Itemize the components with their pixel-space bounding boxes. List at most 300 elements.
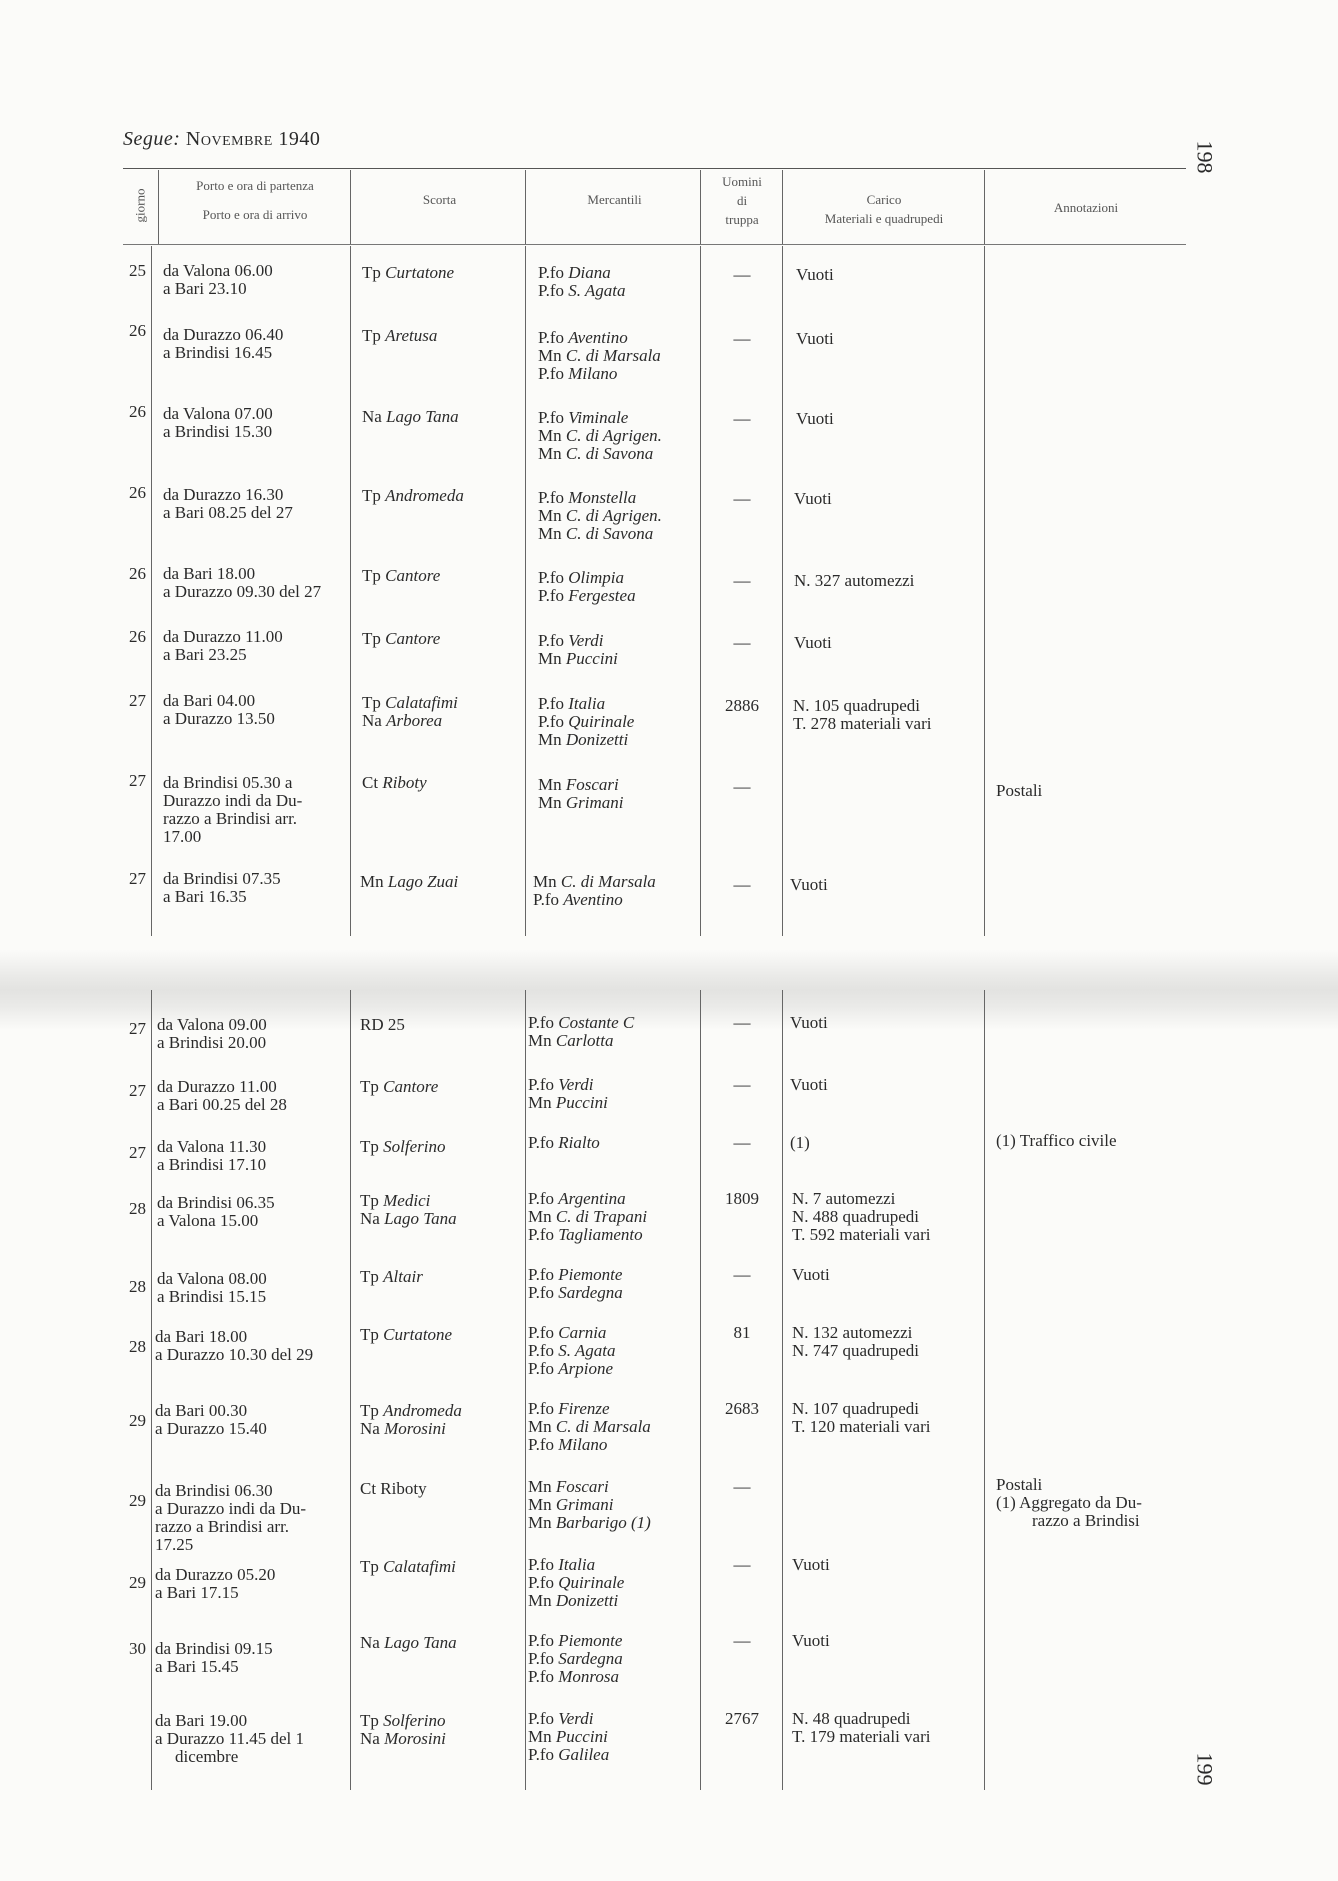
route-line: a Durazzo 13.50: [163, 709, 275, 728]
ship-name: Lago Tana: [384, 1209, 457, 1228]
ship-type: Mn: [538, 426, 566, 445]
escort-line: [362, 774, 427, 792]
ship-type: P.fo: [528, 1573, 559, 1592]
merchant-line: [538, 329, 661, 347]
merchant-line: [538, 569, 636, 587]
row-day: 29: [129, 1491, 146, 1510]
ship-type: Tp: [362, 693, 386, 712]
ship-name: Cantore: [383, 1077, 439, 1096]
merchant-line: [528, 1668, 623, 1686]
ship-type: Mn: [538, 524, 566, 543]
header-carico: [784, 190, 984, 228]
column-rule: [350, 246, 351, 936]
escort-line: [360, 1402, 462, 1420]
row-escort: [360, 1480, 427, 1498]
merchant-line: [528, 1342, 616, 1360]
ship-type: Na: [360, 1729, 385, 1748]
row-route: [163, 565, 348, 601]
ship-type: P.fo: [528, 1745, 559, 1764]
merchant-line: [538, 282, 626, 300]
row-day: 28: [129, 1199, 146, 1218]
row-cargo: [796, 330, 834, 348]
ship-name: Monrosa: [558, 1667, 619, 1686]
ship-type: Tp: [362, 629, 386, 648]
ship-type: Mn: [538, 793, 566, 812]
escort-line: [360, 1420, 462, 1438]
cargo-line: Vuoti: [794, 489, 832, 508]
route-line: a Brindisi 17.10: [157, 1155, 267, 1174]
route-line: dicembre: [175, 1747, 239, 1766]
row-escort: [360, 1016, 405, 1034]
ship-type: Mn: [528, 1477, 556, 1496]
ship-name: Costante C: [558, 1013, 635, 1032]
ship-type: P.fo: [528, 1013, 559, 1032]
merchant-line: [528, 1284, 623, 1302]
ship-type: Tp: [360, 1137, 384, 1156]
page-number-bottom: 199: [1192, 1752, 1218, 1786]
row-escort: [362, 694, 458, 730]
row-escort: [362, 774, 427, 792]
ship-type: Tp: [360, 1267, 384, 1286]
ship-name: Firenze: [558, 1399, 610, 1418]
note-line: Postali: [996, 1475, 1043, 1494]
column-rule: [525, 246, 526, 936]
row-cargo: [792, 1710, 930, 1746]
header-uomini-line3: truppa: [725, 212, 759, 227]
ship-name: Aventino: [563, 890, 623, 909]
ship-name: Monstella: [568, 488, 637, 507]
ship-type: P.fo: [538, 488, 569, 507]
cargo-line: N. 107 quadrupedi: [792, 1399, 920, 1418]
column-rule: [782, 990, 783, 1790]
cargo-line: Vuoti: [794, 633, 832, 652]
header-rule: [700, 170, 701, 244]
route-line: da Durazzo 06.40: [163, 325, 284, 344]
row-cargo: [796, 410, 834, 428]
table-top-rule: [123, 168, 1186, 169]
cargo-line: N. 747 quadrupedi: [792, 1341, 920, 1360]
cargo-line: Vuoti: [792, 1555, 830, 1574]
route-line: a Durazzo 15.40: [155, 1419, 267, 1438]
route-line: da Brindisi 06.35: [157, 1193, 275, 1212]
row-troops: —: [733, 1265, 751, 1284]
ship-type: P.fo: [538, 694, 569, 713]
escort-line: Ct Riboty: [360, 1479, 427, 1498]
merchant-line: [528, 1266, 623, 1284]
cargo-line: N. 48 quadrupedi: [792, 1709, 911, 1728]
escort-line: [360, 1192, 457, 1210]
row-route: [155, 1566, 340, 1602]
row-escort: [360, 1326, 452, 1344]
ship-name: C. di Marsala: [555, 1417, 651, 1436]
merchant-line: [538, 713, 634, 731]
ship-type: Na: [362, 407, 387, 426]
row-troops: —: [733, 489, 751, 508]
merchant-line: [538, 409, 662, 427]
ship-name: Lago Zuai: [387, 872, 459, 891]
header-rule: [984, 170, 985, 244]
route-line: da Brindisi 05.30 a: [163, 773, 293, 792]
ship-name: Solferino: [383, 1711, 446, 1730]
ship-name: C. di Marsala: [560, 872, 656, 891]
row-merchants: [528, 1134, 600, 1152]
ship-type: Mn: [538, 444, 566, 463]
ship-name: Sardegna: [558, 1649, 623, 1668]
ship-name: Arpione: [558, 1359, 614, 1378]
route-line: a Brindisi 15.30: [163, 422, 273, 441]
ship-type: Mn: [528, 1591, 556, 1610]
ship-name: Verdi: [558, 1709, 594, 1728]
row-route: [163, 628, 348, 664]
cargo-line: (1): [790, 1133, 810, 1152]
row-merchants: [528, 1076, 608, 1112]
merchant-line: [528, 1436, 651, 1454]
merchant-line: [528, 1324, 616, 1342]
ship-type: P.fo: [528, 1189, 559, 1208]
route-line: da Valona 08.00: [157, 1269, 267, 1288]
merchant-line: [528, 1574, 624, 1592]
header-uomini: [702, 172, 782, 229]
row-merchants: [538, 329, 661, 383]
route-line: a Bari 16.35: [163, 887, 247, 906]
merchant-line: [528, 1094, 608, 1112]
row-merchants: [528, 1266, 623, 1302]
ship-name: Galilea: [558, 1745, 610, 1764]
merchant-line: [538, 427, 662, 445]
ship-type: Mn: [360, 872, 388, 891]
ship-type: Na: [360, 1419, 385, 1438]
merchant-line: [528, 1478, 651, 1496]
row-merchants: [538, 695, 634, 749]
escort-line: [360, 1730, 446, 1748]
row-troops: 2767: [725, 1709, 759, 1728]
header-rule: [350, 170, 351, 244]
ship-type: Na: [362, 711, 387, 730]
merchant-line: [528, 1190, 647, 1208]
ship-type: P.fo: [528, 1265, 559, 1284]
header-annotazioni: Annotazioni: [1053, 200, 1119, 215]
merchant-line: [528, 1496, 651, 1514]
column-rule: [984, 246, 985, 936]
column-rule: [782, 246, 783, 936]
row-route: [163, 405, 348, 441]
route-line: a Bari 08.25 del 27: [163, 503, 293, 522]
ship-type: P.fo: [538, 408, 569, 427]
header-porto-arrivo: Porto e ora di arrivo: [202, 207, 308, 222]
ship-type: Mn: [538, 506, 566, 525]
ship-name: Medici: [383, 1191, 431, 1210]
row-cargo: [790, 876, 828, 894]
row-escort: [360, 1268, 423, 1286]
row-merchants: [538, 264, 626, 300]
route-line: a Bari 23.25: [163, 645, 247, 664]
ship-name: Carnia: [558, 1323, 607, 1342]
row-route: [157, 1016, 342, 1052]
row-cargo: [793, 697, 931, 733]
route-line: 17.25: [155, 1535, 194, 1554]
column-rule: [151, 990, 152, 1790]
row-route: [163, 326, 348, 362]
merchant-line: [538, 507, 662, 525]
row-merchants: [528, 1190, 647, 1244]
ship-type: P.fo: [538, 364, 569, 383]
row-day: 26: [129, 483, 146, 502]
row-day: 25: [129, 261, 146, 280]
ship-type: P.fo: [528, 1133, 559, 1152]
merchant-line: [538, 731, 634, 749]
cargo-line: Vuoti: [790, 875, 828, 894]
route-line: da Durazzo 16.30: [163, 485, 284, 504]
ship-name: Lago Tana: [386, 407, 459, 426]
ship-name: Sardegna: [558, 1283, 623, 1302]
ship-name: Piemonte: [558, 1265, 623, 1284]
route-line: a Durazzo indi da Du-: [155, 1499, 307, 1518]
row-merchants: [538, 569, 636, 605]
escort-line: [360, 1634, 457, 1652]
ship-name: Argentina: [558, 1189, 626, 1208]
row-route: [163, 486, 348, 522]
ship-type: P.fo: [538, 328, 569, 347]
route-line: 17.00: [163, 827, 202, 846]
row-troops: —: [733, 1075, 751, 1094]
cargo-line: N. 132 automezzi: [792, 1323, 913, 1342]
row-troops: —: [733, 265, 751, 284]
ship-type: Na: [360, 1633, 385, 1652]
ship-type: Tp: [362, 486, 386, 505]
ship-name: Olimpia: [568, 568, 624, 587]
ship-name: Verdi: [558, 1075, 594, 1094]
row-day: 26: [129, 564, 146, 583]
merchant-line: [528, 1632, 623, 1650]
ship-name: Cantore: [385, 629, 441, 648]
route-line: da Brindisi 09.15: [155, 1639, 273, 1658]
header-scorta: Scorta: [422, 192, 457, 207]
column-rule: [151, 246, 152, 936]
escort-line: [362, 264, 454, 282]
cargo-line: T. 179 materiali vari: [792, 1727, 931, 1746]
ship-type: Mn: [528, 1727, 556, 1746]
route-line: a Brindisi 20.00: [157, 1033, 267, 1052]
escort-line: [362, 327, 437, 345]
route-line: a Brindisi 16.45: [163, 343, 273, 362]
row-day: 27: [129, 1143, 146, 1162]
escort-line: [362, 712, 458, 730]
route-line: da Bari 19.00: [155, 1711, 248, 1730]
header-uomini-line1: Uomini: [722, 174, 762, 189]
cargo-line: Vuoti: [796, 409, 834, 428]
merchant-line: [538, 347, 661, 365]
ship-name: Diana: [568, 263, 611, 282]
row-troops: —: [733, 633, 751, 652]
route-line: razzo a Brindisi arr.: [155, 1517, 290, 1536]
ship-name: Altair: [383, 1267, 423, 1286]
ship-name: Fergestea: [568, 586, 636, 605]
cargo-line: T. 120 materiali vari: [792, 1417, 931, 1436]
ship-name: Verdi: [568, 631, 604, 650]
merchant-line: [528, 1514, 651, 1532]
ship-type: P.fo: [538, 631, 569, 650]
row-route: [155, 1328, 340, 1364]
row-escort: [360, 1192, 457, 1228]
route-line: da Bari 18.00: [155, 1327, 248, 1346]
escort-line: [360, 1558, 456, 1576]
row-escort: [360, 1078, 438, 1096]
row-troops: —: [733, 875, 751, 894]
header-mercantili: Mercantili: [587, 192, 642, 207]
cargo-line: Vuoti: [790, 1075, 828, 1094]
merchant-line: [528, 1650, 623, 1668]
ship-type: Mn: [538, 775, 566, 794]
ship-name: Viminale: [568, 408, 629, 427]
ship-name: Foscari: [565, 775, 619, 794]
row-merchants: [538, 409, 662, 463]
escort-line: RD 25: [360, 1015, 405, 1034]
row-route: [155, 1712, 340, 1766]
row-troops: —: [733, 1477, 751, 1496]
merchant-line: [538, 695, 634, 713]
ship-type: Tp: [362, 326, 386, 345]
escort-line: [362, 408, 459, 426]
cargo-line: T. 592 materiali vari: [792, 1225, 931, 1244]
ship-type: P.fo: [528, 1341, 559, 1360]
escort-line: [360, 1326, 452, 1344]
header-bottom-rule: [123, 244, 1186, 245]
header-porto-partenza: Porto e ora di partenza: [196, 178, 314, 193]
escort-line: [360, 873, 458, 891]
cargo-line: Vuoti: [796, 329, 834, 348]
cargo-line: Vuoti: [796, 265, 834, 284]
ship-type: P.fo: [528, 1283, 559, 1302]
row-day: 27: [129, 1019, 146, 1038]
ship-name: Milano: [568, 364, 618, 383]
row-escort: [360, 1138, 445, 1156]
row-notes: [996, 1132, 1117, 1150]
merchant-line: [538, 489, 662, 507]
ship-type: Mn: [528, 1513, 556, 1532]
row-cargo: [792, 1190, 930, 1244]
row-day: 26: [129, 402, 146, 421]
cargo-line: N. 488 quadrupedi: [792, 1207, 920, 1226]
ship-name: C. di Savona: [565, 524, 654, 543]
row-day: 27: [129, 691, 146, 710]
ship-name: Puccini: [555, 1093, 608, 1112]
row-route: [157, 1078, 342, 1114]
merchant-line: [533, 873, 656, 891]
row-cargo: [792, 1400, 930, 1436]
row-route: [157, 1138, 342, 1174]
ship-type: Tp: [360, 1191, 384, 1210]
note-line: (1) Aggregato da Du-: [996, 1493, 1142, 1512]
row-merchants: [528, 1478, 651, 1532]
ship-name: Milano: [558, 1435, 608, 1454]
ship-type: Mn: [528, 1031, 556, 1050]
ship-type: P.fo: [528, 1667, 559, 1686]
row-route: [155, 1640, 340, 1676]
ship-name: Andromeda: [385, 486, 464, 505]
row-escort: [362, 327, 437, 345]
ship-type: P.fo: [538, 281, 569, 300]
row-troops: —: [733, 409, 751, 428]
row-troops: 2683: [725, 1399, 759, 1418]
ship-type: Tp: [360, 1401, 384, 1420]
merchant-line: [538, 445, 662, 463]
row-escort: [360, 873, 458, 891]
route-line: da Durazzo 11.00: [157, 1077, 277, 1096]
merchant-line: [528, 1208, 647, 1226]
route-line: da Durazzo 11.00: [163, 627, 283, 646]
ship-name: Morosini: [384, 1419, 446, 1438]
ship-type: Mn: [538, 346, 566, 365]
header-carico-line1: Carico: [866, 192, 902, 207]
row-escort: [362, 567, 440, 585]
merchant-line: [538, 650, 618, 668]
merchant-line: [538, 587, 636, 605]
merchant-line: [528, 1014, 634, 1032]
row-day: 26: [129, 627, 146, 646]
ship-type: P.fo: [528, 1709, 559, 1728]
ship-type: P.fo: [528, 1399, 559, 1418]
ship-name: Cantore: [385, 566, 441, 585]
merchant-line: [538, 794, 624, 812]
ship-name: Barbarigo (1): [555, 1513, 651, 1532]
ship-type: P.fo: [528, 1075, 559, 1094]
row-cargo: [792, 1556, 830, 1574]
route-line: da Valona 06.00: [163, 261, 273, 280]
row-day: 27: [129, 869, 146, 888]
merchant-line: [528, 1134, 600, 1152]
header-uomini-line2: di: [736, 193, 748, 208]
ship-type: Mn: [528, 1207, 556, 1226]
ship-name: Curtatone: [385, 263, 455, 282]
ship-name: Solferino: [383, 1137, 446, 1156]
row-cargo: [794, 490, 832, 508]
column-rule: [700, 990, 701, 1790]
row-route: [163, 870, 348, 906]
route-line: a Bari 23.10: [163, 279, 247, 298]
ship-name: C. di Marsala: [565, 346, 661, 365]
merchant-line: [538, 632, 618, 650]
ship-name: Foscari: [555, 1477, 609, 1496]
ship-type: P.fo: [538, 263, 569, 282]
ship-name: Curtatone: [383, 1325, 453, 1344]
ship-name: Lago Tana: [384, 1633, 457, 1652]
route-line: da Bari 00.30: [155, 1401, 248, 1420]
ship-type: Tp: [360, 1077, 384, 1096]
ship-type: Ct: [362, 773, 383, 792]
ship-name: Morosini: [384, 1729, 446, 1748]
header-carico-line2: Materiali e quadrupedi: [824, 211, 944, 226]
column-rule: [350, 990, 351, 1790]
row-merchants: [528, 1710, 609, 1764]
route-line: razzo a Brindisi arr.: [163, 809, 298, 828]
ship-name: Rialto: [558, 1133, 600, 1152]
escort-line: [362, 630, 440, 648]
route-line: da Durazzo 05.20: [155, 1565, 276, 1584]
ship-type: Mn: [528, 1093, 556, 1112]
row-escort: [360, 1558, 456, 1576]
ship-name: Grimani: [555, 1495, 614, 1514]
row-day: 28: [129, 1337, 146, 1356]
row-cargo: [792, 1324, 919, 1360]
row-troops: —: [733, 777, 751, 796]
ship-name: Calatafimi: [383, 1557, 456, 1576]
ship-name: C. di Savona: [565, 444, 654, 463]
row-merchants: [538, 632, 618, 668]
row-escort: [360, 1712, 446, 1748]
row-cargo: [794, 634, 832, 652]
ship-type: P.fo: [538, 586, 569, 605]
row-merchants: [533, 873, 656, 909]
